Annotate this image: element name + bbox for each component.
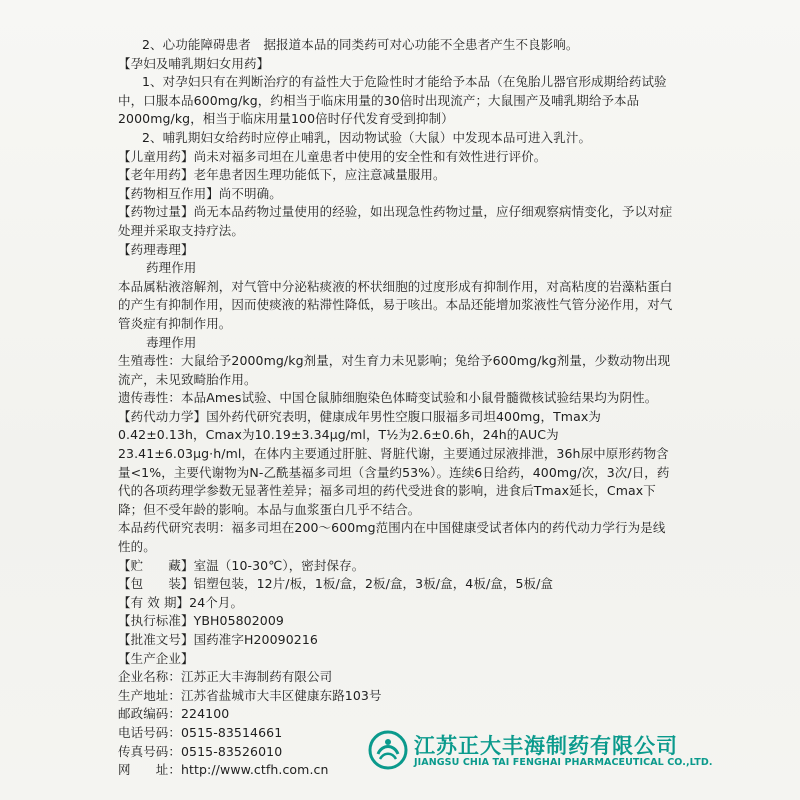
section-heading: 【药物相互作用】尚不明确。 — [118, 185, 282, 201]
company-name-cn: 江苏正大丰海制药有限公司 — [414, 734, 678, 758]
company-logo-icon — [368, 730, 408, 770]
section-heading: 【贮 藏】室温（10-30℃），密封保存。 — [118, 557, 365, 573]
section-heading: 【有 效 期】24个月。 — [118, 594, 244, 610]
text-line: 生殖毒性：大鼠给予2000mg/kg剂量，对生育力未见影响；兔给予600mg/kg剂量，少数动物出现流产，未见致畸胎作用。 — [118, 353, 671, 387]
website: 网 址：http://www.ctfh.com.cn — [118, 762, 329, 778]
section-heading: 【生产企业】 — [118, 650, 194, 666]
section-heading: 【执行标准】YBH05802009 — [118, 613, 284, 629]
subsection-heading: 毒理作用 — [146, 334, 197, 350]
section-heading: 【老年用药】老年患者因生理功能低下，应注意减量服用。 — [118, 167, 446, 183]
section-heading: 【孕妇及哺乳期妇女用药】 — [118, 55, 270, 71]
company-logo — [368, 728, 713, 774]
company-name: 企业名称：江苏正大丰海制药有限公司 — [118, 669, 333, 685]
text-line: 本品药代研究表明：福多司坦在200～600mg范围内在中国健康受试者体内的药代动力学行为是线性的。 — [118, 520, 666, 555]
section-heading: 【包 装】铝塑包装，12片/板，1板/盒，2板/盒，3板/盒，4板/盒，5板/盒 — [118, 576, 554, 592]
text-line: 1、对孕妇只有在判断治疗的有益性大于危险性时才能给予本品（在兔胎儿器官形成期给药试验中，口服本品600mg/kg，约相当于临床用量的30倍时出现流产；大鼠围产及哺乳期给予本品2000mg/kg，相当于临床用量100倍时仔代发育受到抑制） — [118, 74, 667, 127]
section-heading: 【批准文号】国药准字H20090216 — [118, 632, 318, 647]
text-line: 本品属粘液溶解剂，对气管中分泌粘痰液的杯状细胞的过度形成有抑制作用，对高粘度的岩藻粘蛋白的产生有抑制作用，因而使痰液的粘滞性降低，易于咳出。本品还能增加浆液性气管分泌作用，对气管炎症有抑制作用。 — [118, 278, 673, 331]
text-line: 2、哺乳期妇女给药时应停止哺乳，因动物试验（大鼠）中发现本品可进入乳汁。 — [142, 129, 592, 145]
fax-number: 传真号码：0515-83526010 — [118, 743, 283, 759]
section-heading: 【药物过量】尚无本品药物过量使用的经验，如出现急性药物过量，应仔细观察病情变化，予以对症处理并采取支持疗法。 — [118, 204, 673, 238]
section-heading: 【儿童用药】尚未对福多司坦在儿童患者中使用的安全性和有效性进行评价。 — [118, 148, 547, 164]
text-line: 遗传毒性：本品Ames试验、中国仓鼠肺细胞染色体畸变试验和小鼠骨髓微核试验结果均为阴性。 — [118, 390, 658, 406]
postal-code: 邮政编码：224100 — [118, 706, 230, 722]
document-body — [118, 36, 678, 780]
phone-number: 电话号码：0515-83514661 — [118, 724, 283, 740]
text-line: 2、心功能障碍患者 据报道本品的同类药可对心功能不全患者产生不良影响。 — [142, 37, 579, 52]
company-name-en: JIANGSU CHIA TAI FENGHAI PHARMACEUTICAL CO.,LTD. — [414, 757, 713, 768]
subsection-heading: 药理作用 — [146, 260, 197, 276]
section-heading: 【药代动力学】国外药代研究表明，健康成年男性空腹口服福多司坦400mg，Tmax为0.42±0.13h，Cmax为10.19±3.34μg/ml，T½为2.6±0.6h，24h的AUC为23.41±6.03μg·h/ml，在体内主要通过肝脏、肾脏代谢，主要通过尿液排泄，36h尿中原形药物含量<1%，主要代谢物为N-乙酰基福多司坦（含量约53%）。连续6日给药，400mg/次，3次/日，药代的各项药理学参数无显著性差异；福多司坦的药代受进食的影响，进食后Tmax延长，Cmax下降；但不受年龄的影响。本品与血浆蛋白几乎不结合。 — [118, 408, 670, 517]
company-address: 生产地址：江苏省盐城市大丰区健康东路103号 — [118, 687, 382, 703]
section-heading: 【药理毒理】 — [118, 241, 194, 257]
